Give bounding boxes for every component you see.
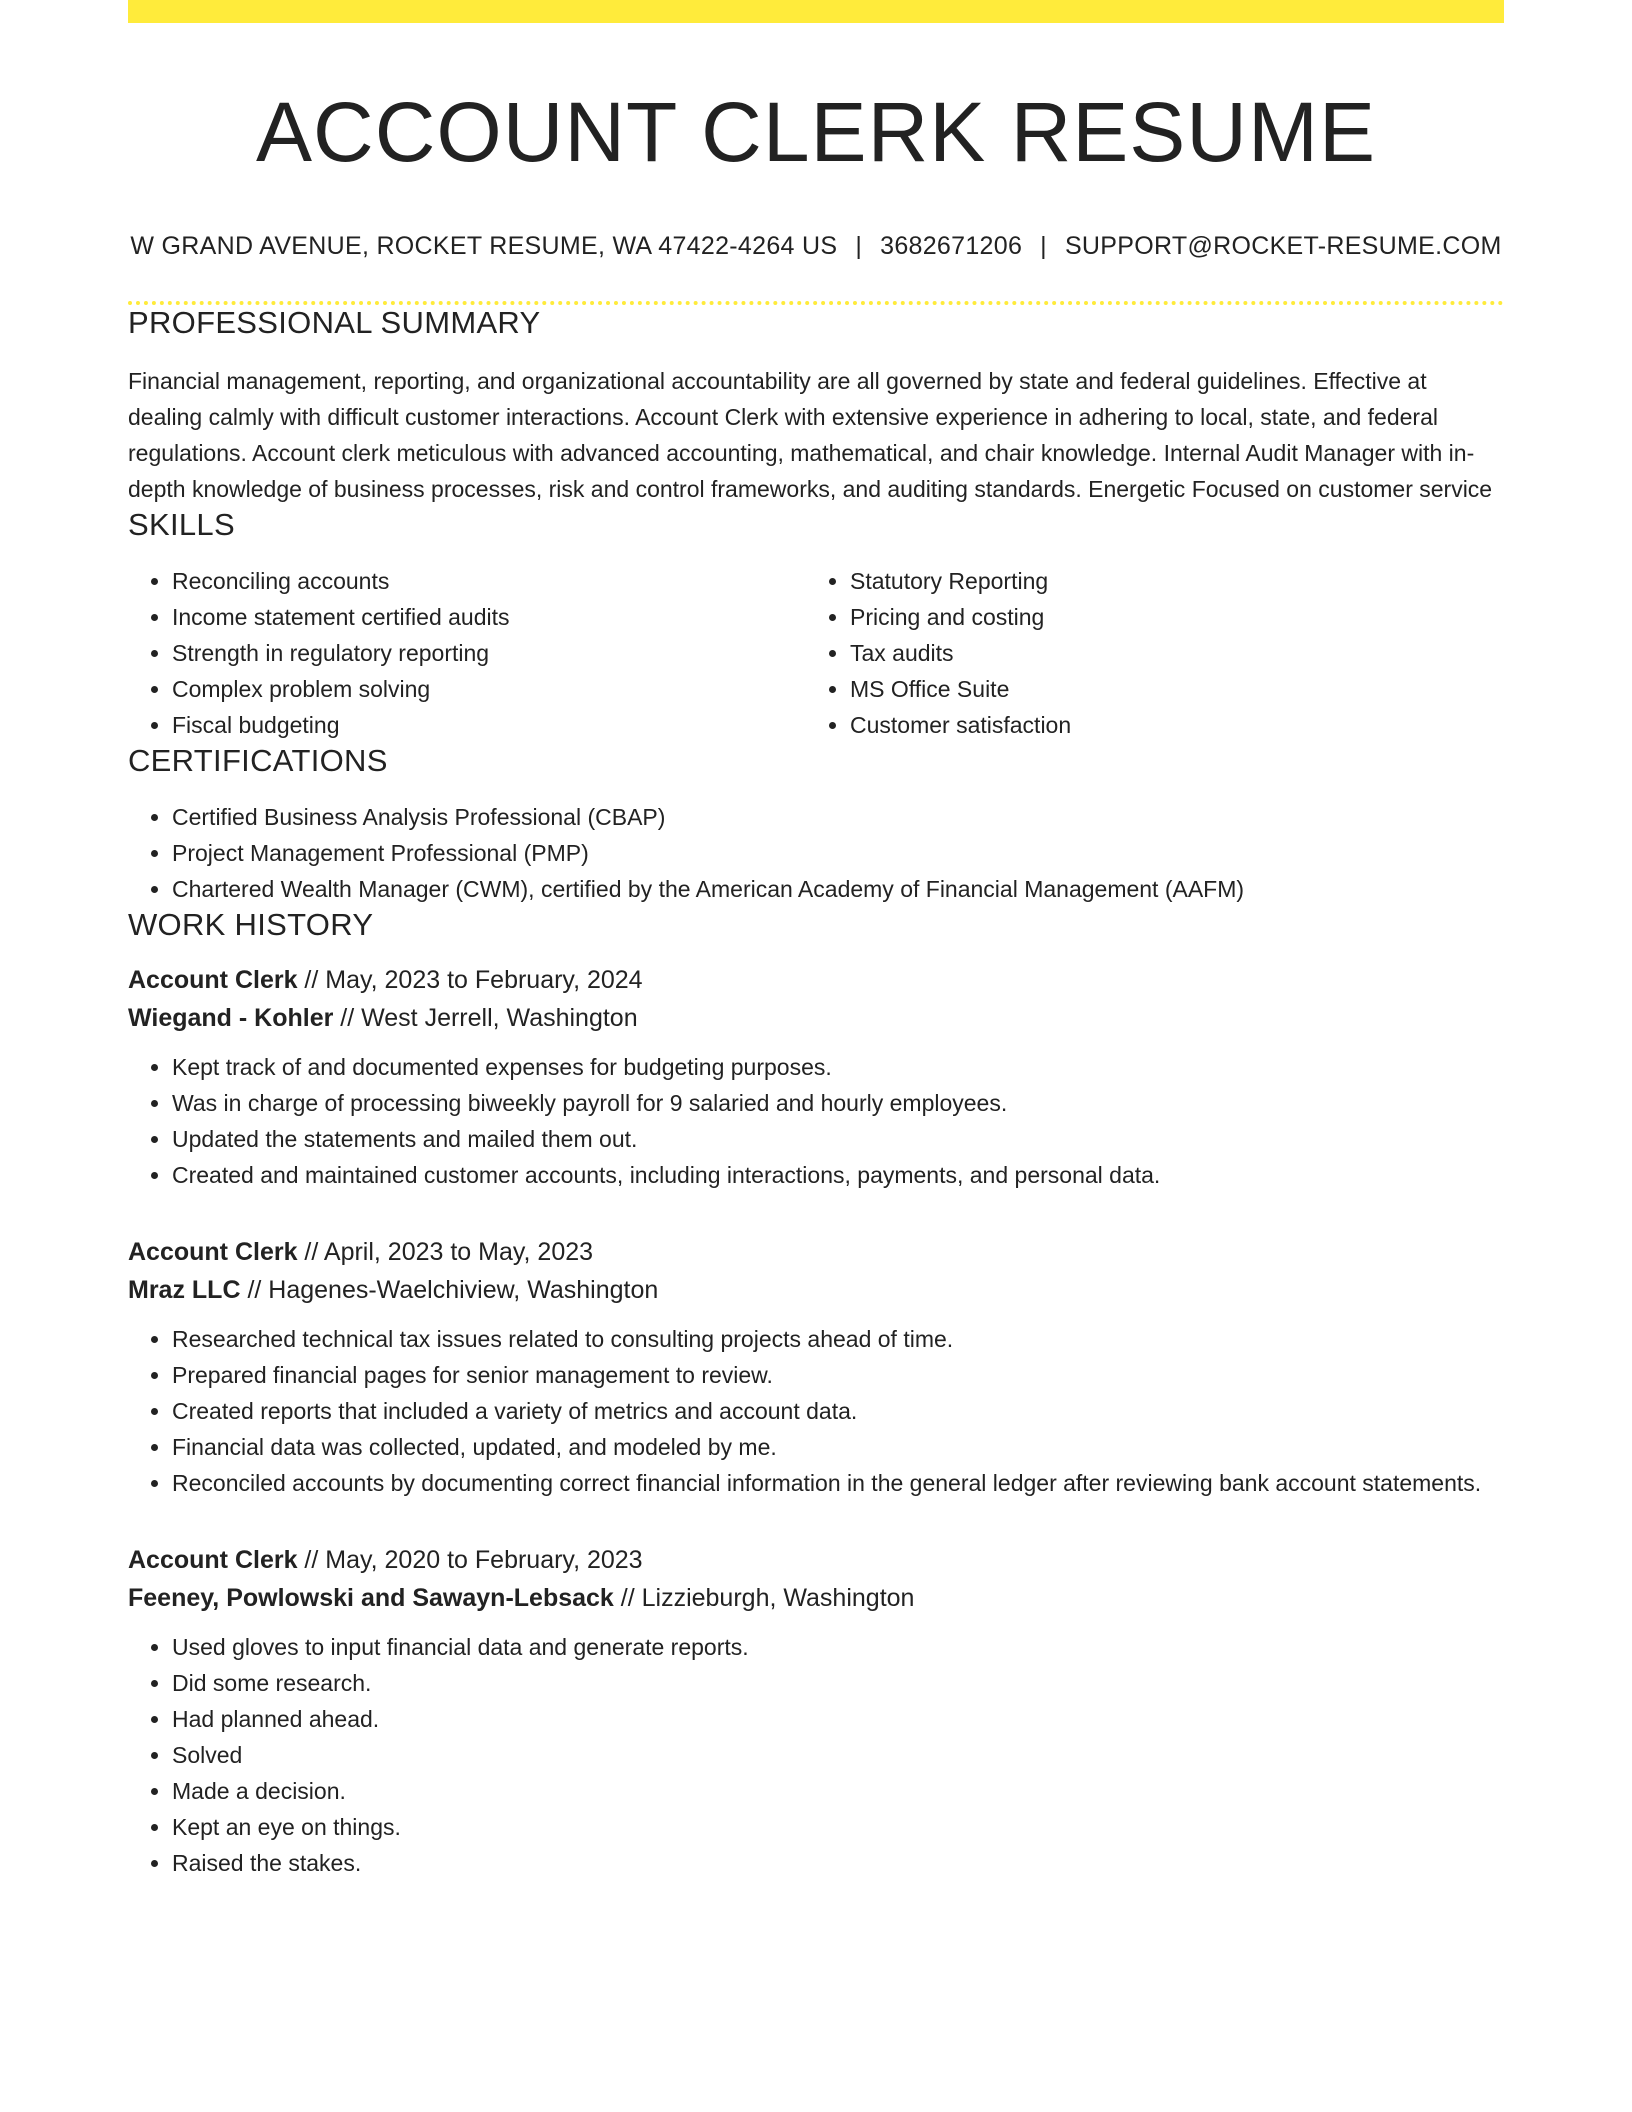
job-bullets [128, 1321, 1504, 1501]
job-company-line [128, 1271, 1504, 1309]
job-role: Account Clerk [128, 966, 298, 995]
skill-item: • Customer satisfaction [850, 707, 1484, 743]
contact-address: W GRAND AVENUE, ROCKET RESUME, WA 47422-4264 US [130, 232, 838, 261]
skills-heading: SKILLS [128, 507, 235, 543]
certifications-list [128, 799, 1504, 907]
job-bullet: • Solved [172, 1737, 1504, 1773]
summary-heading: PROFESSIONAL SUMMARY [128, 305, 541, 341]
job-bullet: • Reconciled accounts by documenting correct financial information in the general ledger after reviewing bank account statements. [172, 1465, 1504, 1501]
job-role-line [128, 961, 1504, 999]
job-bullets [128, 1049, 1504, 1193]
skill-item: • Tax audits [850, 635, 1484, 671]
job-bullet: • Made a decision. [172, 1773, 1504, 1809]
job-dates: // May, 2020 to February, 2023 [297, 1546, 643, 1575]
summary-text: Financial management, reporting, and organizational accountability are all governed by state and federal guidelines. Effective at dealing calmly with difficult customer interactions. Account Clerk with extensive experience in adhering to local, state, and federal regulations. Account clerk meticulous with advanced accounting, mathematical, and chair knowledge. Internal Audit Manager with in-depth knowledge of business processes, risk and control frameworks, and auditing standards. Energetic Focused on customer service [128, 368, 1493, 503]
work-history-heading: WORK HISTORY [128, 907, 374, 943]
job-bullet: • Prepared financial pages for senior management to review. [172, 1357, 1504, 1393]
job-role-line [128, 1541, 1504, 1579]
skills-left-column [128, 563, 806, 743]
job-bullet: • Financial data was collected, updated, and modeled by me. [172, 1429, 1504, 1465]
job-dates: // April, 2023 to May, 2023 [297, 1238, 594, 1267]
resume-title: ACCOUNT CLERK RESUME [256, 85, 1376, 179]
job-location: // Lizzieburgh, Washington [613, 1584, 915, 1613]
job-role: Account Clerk [128, 1238, 298, 1267]
contact-separator: | [1040, 232, 1047, 261]
job-company-line [128, 999, 1504, 1037]
job-company: Mraz LLC [128, 1276, 241, 1305]
certification-item: • Chartered Wealth Manager (CWM), certified by the American Academy of Financial Management (AAFM) [172, 871, 1504, 907]
job-entry [128, 1541, 1504, 1881]
certifications-heading: CERTIFICATIONS [128, 743, 388, 779]
contact-line [128, 232, 1504, 261]
job-bullet: • Updated the statements and mailed them out. [172, 1121, 1504, 1157]
job-bullet: • Created and maintained customer accounts, including interactions, payments, and personal data. [172, 1157, 1504, 1193]
job-entry [128, 1233, 1504, 1501]
job-company-line [128, 1579, 1504, 1617]
job-bullets [128, 1629, 1504, 1881]
job-bullet: • Created reports that included a variety of metrics and account data. [172, 1393, 1504, 1429]
job-dates: // May, 2023 to February, 2024 [297, 966, 643, 995]
job-bullet: • Used gloves to input financial data and generate reports. [172, 1629, 1504, 1665]
accent-bar [128, 0, 1504, 23]
job-role: Account Clerk [128, 1546, 298, 1575]
contact-separator: | [855, 232, 863, 261]
skill-item: • Reconciling accounts [172, 563, 806, 599]
job-role-line [128, 1233, 1504, 1271]
skills-list [128, 563, 1504, 743]
skill-item: • Pricing and costing [850, 599, 1484, 635]
job-location: // Hagenes-Waelchiview, Washington [240, 1276, 659, 1305]
job-bullet: • Kept an eye on things. [172, 1809, 1504, 1845]
skill-item: • Fiscal budgeting [172, 707, 806, 743]
job-entry [128, 961, 1504, 1193]
job-company: Feeney, Powlowski and Sawayn-Lebsack [128, 1584, 614, 1613]
skill-item: • Statutory Reporting [850, 563, 1484, 599]
certification-item: • Project Management Professional (PMP) [172, 835, 1504, 871]
skills-right-column [806, 563, 1484, 743]
resume-page [128, 0, 1504, 1881]
job-bullet: • Did some research. [172, 1665, 1504, 1701]
job-company: Wiegand - Kohler [128, 1004, 334, 1033]
certification-item: • Certified Business Analysis Professional (CBAP) [172, 799, 1504, 835]
skill-item: • MS Office Suite [850, 671, 1484, 707]
skill-item: • Strength in regulatory reporting [172, 635, 806, 671]
job-bullet: • Kept track of and documented expenses for budgeting purposes. [172, 1049, 1504, 1085]
job-bullet: • Had planned ahead. [172, 1701, 1504, 1737]
job-bullet: • Was in charge of processing biweekly payroll for 9 salaried and hourly employees. [172, 1085, 1504, 1121]
skill-item: • Income statement certified audits [172, 599, 806, 635]
contact-email: SUPPORT@ROCKET-RESUME.COM [1064, 232, 1502, 261]
job-bullet: • Raised the stakes. [172, 1845, 1504, 1881]
job-bullet: • Researched technical tax issues related to consulting projects ahead of time. [172, 1321, 1504, 1357]
contact-phone: 3682671206 [880, 232, 1023, 261]
skill-item: • Complex problem solving [172, 671, 806, 707]
job-location: // West Jerrell, Washington [333, 1004, 638, 1033]
